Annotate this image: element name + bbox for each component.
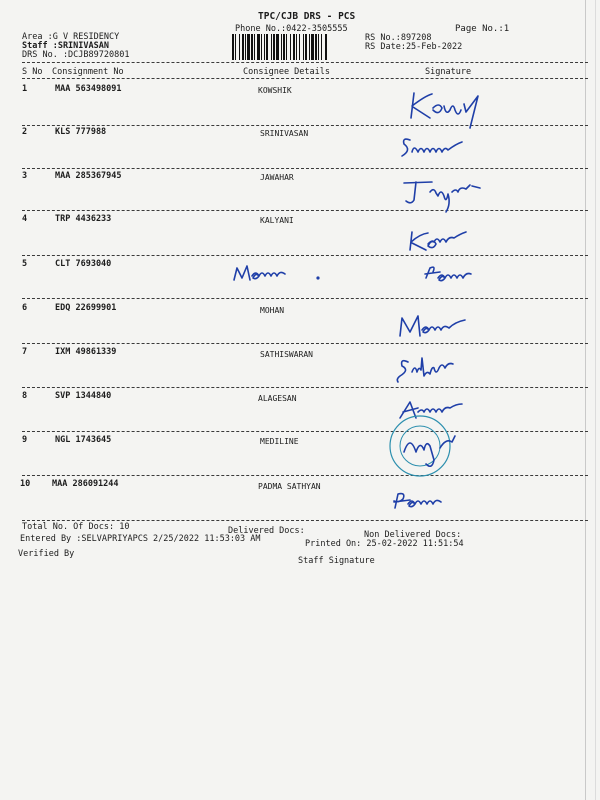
page-number: Page No.:1 xyxy=(455,24,510,34)
column-header-consignment: Consignment No xyxy=(52,67,124,77)
row-consignee: SATHISWARAN xyxy=(260,350,313,359)
signature-row-1 xyxy=(411,93,478,128)
row-consignee: MEDILINE xyxy=(260,437,299,446)
staff-signature-label: Staff Signature xyxy=(298,556,375,566)
row-sno: 10 xyxy=(20,479,31,489)
signature-row-3 xyxy=(404,182,480,212)
row-consignee: PADMA SATHYAN xyxy=(258,482,321,491)
signature-row-2 xyxy=(402,139,462,156)
signature-row-9 xyxy=(390,416,455,476)
row-consignment: SVP 1344840 xyxy=(55,391,112,401)
row-sno: 7 xyxy=(22,347,28,357)
column-header-consignee: Consignee Details xyxy=(243,67,330,77)
row-consignment: MAA 563498091 xyxy=(55,84,122,94)
row-consignee: SRINIVASAN xyxy=(260,129,309,138)
column-header-signature: Signature xyxy=(425,67,472,77)
row-consignment: KLS 777988 xyxy=(55,127,107,137)
row-sno: 2 xyxy=(22,127,28,137)
row-sno: 6 xyxy=(22,303,28,313)
non-delivered-docs: Non Delivered Docs: xyxy=(364,530,462,540)
row-consignment: IXM 49861339 xyxy=(55,347,117,357)
row-consignment: CLT 7693040 xyxy=(55,259,112,269)
row-consignee: KALYANI xyxy=(260,216,294,225)
rs-date: RS Date:25-Feb-2022 xyxy=(365,42,463,52)
signature-row-4 xyxy=(410,232,466,250)
row-sno: 3 xyxy=(22,171,28,181)
row-consignment: MAA 286091244 xyxy=(52,479,119,489)
row-consignment: EDQ 22699901 xyxy=(55,303,117,313)
signature-row-7 xyxy=(397,358,453,382)
total-docs: Total No. Of Docs: 10 xyxy=(22,522,130,532)
row-sno: 8 xyxy=(22,391,28,401)
row-consignment: MAA 285367945 xyxy=(55,171,122,181)
verified-by: Verified By xyxy=(18,549,75,559)
delivered-docs: Delivered Docs: xyxy=(228,526,305,536)
drs-number: DRS No. :DCJB89720801 xyxy=(22,50,130,60)
area-label: Area :G V RESIDENCY xyxy=(22,32,120,42)
row-consignee: JAWAHAR xyxy=(260,173,294,182)
row-consignee: MOHAN xyxy=(260,306,285,315)
entered-by: Entered By :SELVAPRIYAPCS 2/25/2022 11:53:03 AM xyxy=(20,534,261,544)
row-sno: 1 xyxy=(22,84,28,94)
row-consignment: NGL 1743645 xyxy=(55,435,112,445)
row-consignee: ALAGESAN xyxy=(258,394,297,403)
row-consignment: TRP 4436233 xyxy=(55,214,112,224)
phone-number: Phone No.:0422-3505555 xyxy=(235,24,348,34)
column-header-sno: S No xyxy=(22,67,43,77)
printed-on: Printed On: 25-02-2022 11:51:54 xyxy=(305,539,464,549)
rs-number: RS No.:897208 xyxy=(365,33,432,43)
signature-row-8 xyxy=(400,402,462,418)
document-title: TPC/CJB DRS - PCS xyxy=(258,11,356,22)
row-consignee: KOWSHIK xyxy=(258,86,292,95)
signature-row-10 xyxy=(394,494,441,508)
signature-row-6 xyxy=(400,316,465,336)
signature-row-5 xyxy=(234,266,471,281)
row-sno: 4 xyxy=(22,214,28,224)
row-sno: 5 xyxy=(22,259,28,269)
staff-label: Staff :SRINIVASAN xyxy=(22,41,109,51)
row-sno: 9 xyxy=(22,435,28,445)
